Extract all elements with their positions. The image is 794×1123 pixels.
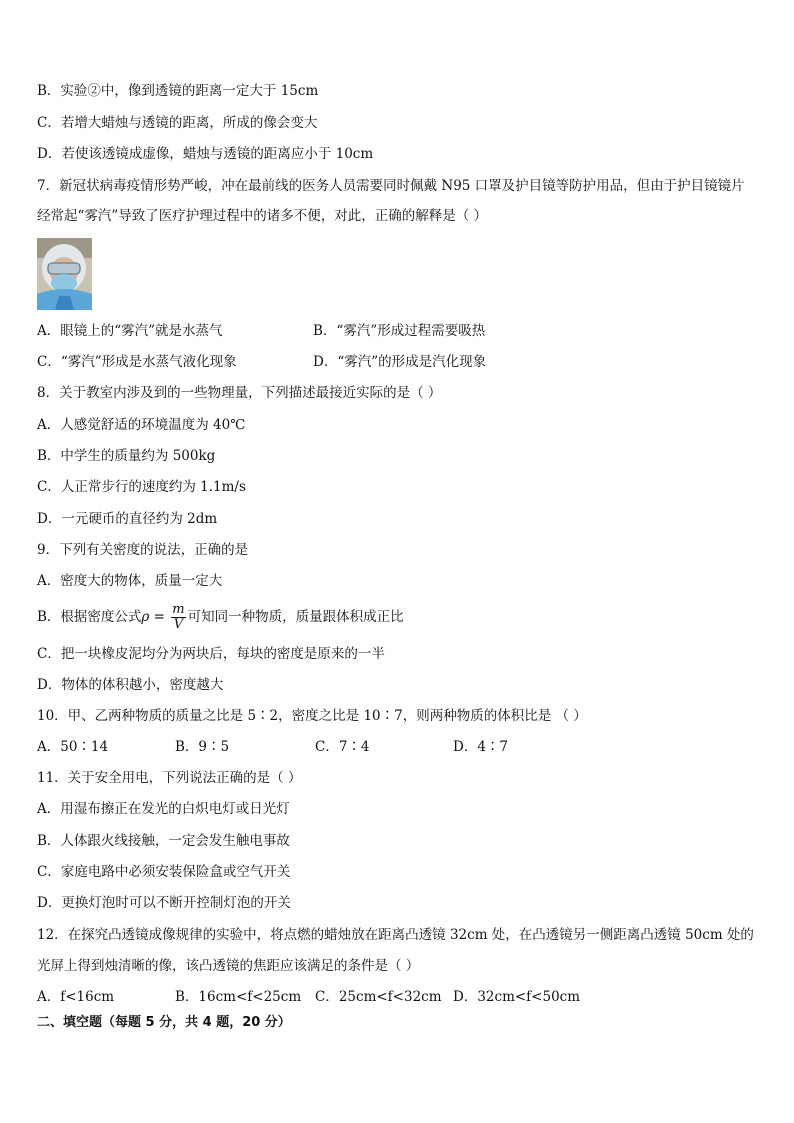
q7-option-a: A．眼镜上的“雾汽”就是水蒸气 [37, 323, 223, 339]
q12-option-d: D．32cm<f<50cm [453, 989, 581, 1005]
q10-stem: 10．甲、乙两种物质的质量之比是 5∶2，密度之比是 10∶7，则两种物质的体积比是 （ ） [37, 708, 587, 724]
q11-option-c: C．家庭电路中必须安装保险盒或空气开关 [37, 864, 291, 880]
q10-option-d: D．4∶7 [453, 739, 509, 755]
q7-stem-line1: 7．新冠状病毒疫情形势严峻，冲在最前线的医务人员需要同时佩戴 N95 口罩及护目镜等防护用品，但由于护目镜镜片 [37, 178, 745, 194]
medical-worker-photo [37, 238, 92, 310]
q7-option-d: D．“雾汽”的形成是汽化现象 [313, 354, 487, 370]
q12-option-c: C．25cm<f<32cm [315, 989, 442, 1005]
q7-option-b: B．“雾汽”形成过程需要吸热 [313, 323, 486, 339]
q10-option-c: C．7∶4 [315, 739, 370, 755]
section-heading-fill-in: 二、填空题（每题 5 分，共 4 题，20 分） [37, 1015, 291, 1030]
q12-option-b: B．16cm<f<25cm [175, 989, 302, 1005]
q9-option-b-suffix: 可知同一种物质，质量跟体积成正比 [187, 609, 404, 625]
fraction-denominator: V [173, 617, 184, 632]
q6-option-d: D．若使该透镜成虚像，蜡烛与透镜的距离应小于 10cm [37, 146, 374, 162]
q12-stem-line2: 光屏上得到烛清晰的像，该凸透镜的焦距应该满足的条件是（ ） [37, 958, 420, 974]
q9-option-c: C．把一块橡皮泥均分为两块后，每块的密度是原来的一半 [37, 646, 385, 662]
q11-stem: 11．关于安全用电，下列说法正确的是（ ） [37, 770, 302, 786]
q9-option-d: D．物体的体积越小，密度越大 [37, 677, 224, 693]
q9-option-b-prefix: B．根据密度公式 [37, 609, 142, 625]
q8-option-d: D．一元硬币的直径约为 2dm [37, 511, 218, 527]
q12-option-a: A．f<16cm [37, 989, 115, 1005]
q7-option-c: C．“雾汽”形成是水蒸气液化现象 [37, 354, 237, 370]
q6-option-c: C．若增大蜡烛与透镜的距离，所成的像会变大 [37, 115, 318, 131]
q8-stem: 8．关于教室内涉及到的一些物理量，下列描述最接近实际的是（ ） [37, 385, 442, 401]
q11-option-d: D．更换灯泡时可以不断开控制灯泡的开关 [37, 895, 291, 911]
q11-option-b: B．人体跟火线接触，一定会发生触电事故 [37, 833, 290, 849]
q8-option-b: B．中学生的质量约为 500kg [37, 448, 216, 464]
q6-option-b: B．实验②中，像到透镜的距离一定大于 15cm [37, 83, 319, 99]
equals-sign: = [149, 609, 170, 625]
fraction-numerator: m [172, 602, 185, 617]
density-symbol: ρ [141, 609, 150, 625]
q10-option-a: A．50∶14 [37, 739, 109, 755]
q12-stem-line1: 12．在探究凸透镜成像规律的实验中，将点燃的蜡烛放在距离凸透镜 32cm 处，在凸透镜另一侧距离凸透镜 50cm 处的 [37, 927, 754, 943]
q10-option-b: B．9∶5 [175, 739, 230, 755]
q9-stem: 9．下列有关密度的说法，正确的是 [37, 542, 249, 558]
q9-option-b [37, 599, 404, 635]
density-formula-fraction [171, 603, 185, 632]
q9-option-a: A．密度大的物体，质量一定大 [37, 573, 223, 589]
q11-option-a: A．用湿布擦正在发光的白炽电灯或日光灯 [37, 801, 290, 817]
q8-option-a: A．人感觉舒适的环境温度为 40℃ [37, 417, 246, 433]
q8-option-c: C．人正常步行的速度约为 1.1m/s [37, 479, 246, 495]
q7-stem-line2: 经常起“雾汽”导致了医疗护理过程中的诸多不便，对此，正确的解释是（ ） [37, 208, 488, 224]
